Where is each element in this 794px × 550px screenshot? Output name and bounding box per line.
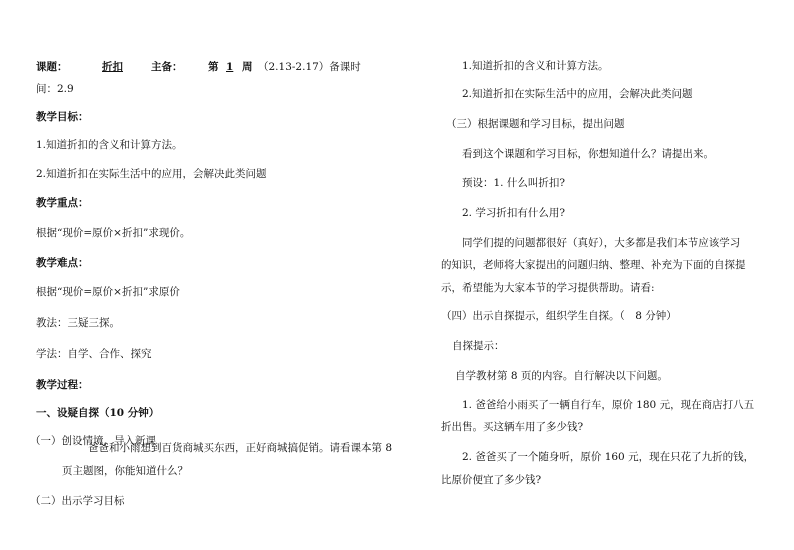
paragraph-line: 的知识，老师将大家提出的问题归纳、整理、补充为下面的自探提 — [441, 259, 746, 271]
goals-title: 教学目标： — [36, 111, 89, 123]
paragraph-line: 同学们提的问题都很好（真好），大多都是我们本节应该学习 — [462, 237, 741, 249]
goal-item: 1.知道折扣的含义和计算方法。 — [36, 139, 183, 151]
paragraph-line: 示，希望能为大家本节的学习提供帮助。请看: — [441, 282, 655, 294]
paragraph-line: 看到这个课题和学习目标，你想知道什么？请提出来。 — [462, 148, 714, 160]
subsection-heading: （三）根据课题和学习目标，提出问题 — [446, 118, 625, 130]
problem-line: 比原价便宜了多少钱? — [441, 474, 542, 486]
subject-label: 课题： — [36, 61, 68, 73]
subsection-heading: （二）出示学习目标 — [30, 495, 125, 507]
goal-item: 2.知道折扣在实际生活中的应用，会解决此类问题 — [462, 88, 693, 100]
difficulty-title: 教学难点： — [36, 257, 89, 269]
week-number: 1 — [226, 61, 234, 73]
hint-text: 自学教材第 8 页的内容。自行解决以下问题。 — [455, 370, 668, 382]
key-point-title: 教学重点： — [36, 197, 89, 209]
week-label: 第 — [208, 61, 219, 73]
paragraph-line: 页主题图，你能知道什么？ — [62, 465, 188, 477]
process-title: 教学过程： — [36, 379, 89, 391]
difficulty-text: 根据“现价=原价×折扣”求原价 — [36, 286, 180, 298]
hint-title: 自探提示： — [452, 340, 505, 352]
teaching-method: 教法：三疑三探。 — [36, 317, 120, 329]
preparer-label: 主备： — [151, 61, 183, 73]
prep-time: 间：2.9 — [36, 83, 74, 95]
subsection-heading: （四）出示自探提示，组织学生自探。（ 8 分钟） — [441, 310, 677, 322]
problem-line: 折出售。买这辆车用了多少钱? — [441, 421, 584, 433]
week-suffix: 周 — [242, 61, 253, 73]
problem-line: 2. 爸爸买了一个随身听，原价 160 元，现在只花了九折的钱， — [462, 451, 755, 463]
goal-item: 1.知道折扣的含义和计算方法。 — [462, 60, 609, 72]
preset-item: 2. 学习折扣有什么用? — [462, 207, 565, 219]
section-heading: 一、设疑自探（10 分钟） — [36, 407, 160, 419]
goal-item: 2.知道折扣在实际生活中的应用，会解决此类问题 — [36, 168, 267, 180]
paragraph-line: 爸爸和小雨想到百货商城买东西，正好商城搞促销。请看课本第 8 — [88, 442, 393, 454]
preset-item: 预设：1. 什么叫折扣? — [462, 177, 565, 189]
problem-line: 1. 爸爸给小雨买了一辆自行车，原价 180 元，现在商店打八五 — [462, 399, 755, 411]
subject-value: 折扣 — [102, 61, 123, 73]
date-range: （2.13-2.17）备课时 — [258, 61, 361, 73]
subsection-heading: （一）创设情境，导入新课 — [30, 435, 156, 447]
learning-method: 学法：自学、合作、探究 — [36, 348, 152, 360]
key-point-text: 根据“现价=原价×折扣”求现价。 — [36, 227, 191, 239]
